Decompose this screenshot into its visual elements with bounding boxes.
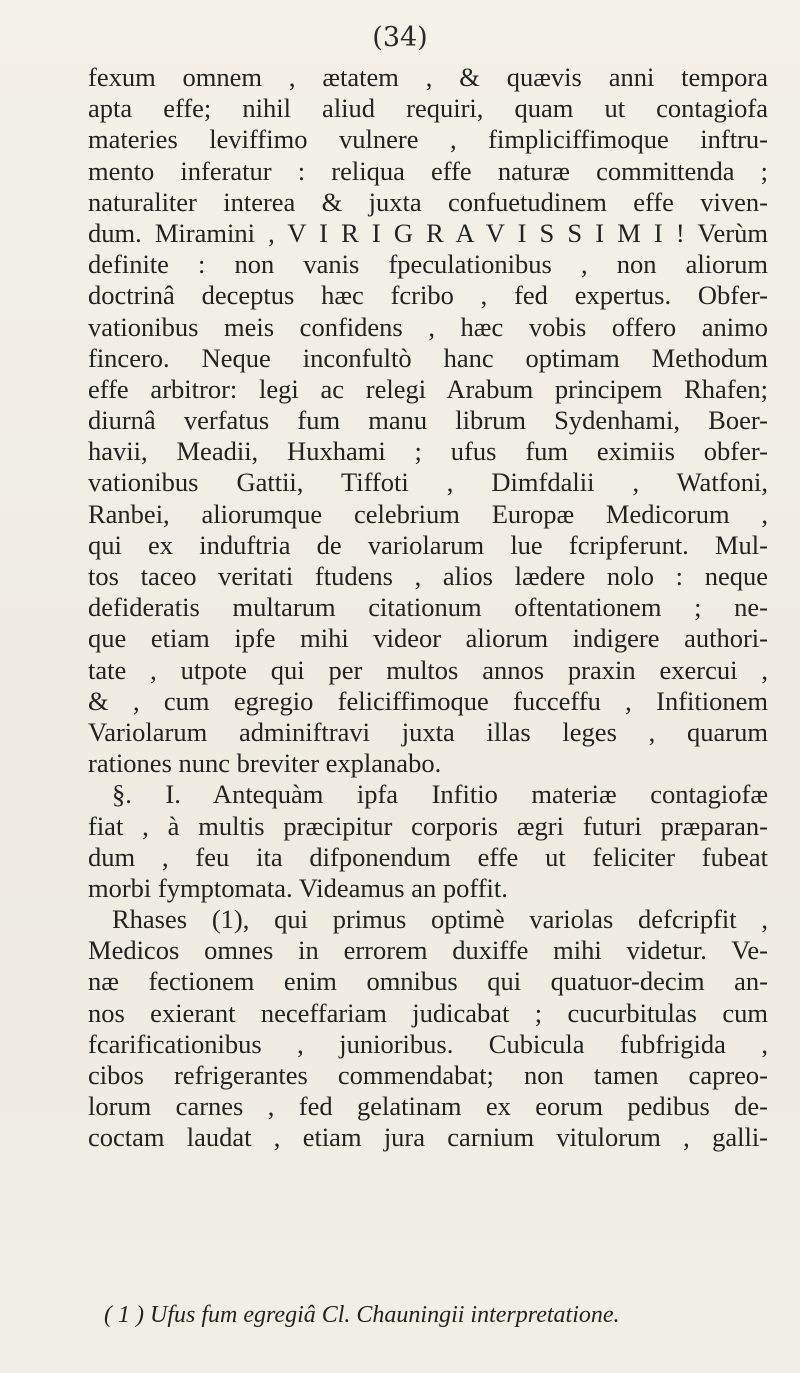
text-line: defideratis multarum citationum oftentationem ; ne- [88, 592, 768, 623]
text-line: fincero. Neque inconfultò hanc optimam Methodum [88, 342, 768, 373]
text-line: coctam laudat , etiam jura carnium vitulorum , galli- [88, 1122, 768, 1153]
text-line: dum. Miramini , V I R I G R A V I S S I M I ! Verùm [88, 217, 768, 248]
text-line: fcarificationibus , junioribus. Cubicula fubfrigida , [88, 1028, 768, 1059]
text-line: materies leviffimo vulnere , fimpliciffimoque inftru- [88, 124, 768, 155]
text-line: fexum omnem , ætatem , & quævis anni tempora [88, 62, 768, 92]
text-line: naturaliter interea & juxta confuetudinem effe viven- [88, 186, 768, 217]
text-line: qui ex induftria de variolarum lue fcripferunt. Mul- [88, 529, 768, 560]
text-line: rationes nunc breviter explanabo. [88, 748, 442, 779]
footnote: ( 1 ) Ufus fum egregiâ Cl. Chauningii interpretatione. [104, 1302, 620, 1328]
text-line: effe arbitror: legi ac relegi Arabum principem Rhafen; [88, 373, 768, 404]
text-line: fiat , à multis præcipitur corporis ægri futuri præparan- [88, 810, 768, 841]
paragraph-start-line: Rhases (1), qui primus optimè variolas defcripfit , [112, 904, 768, 935]
text-line: vationibus Gattii, Tiffoti , Dimfdalii , Watfoni, [88, 467, 768, 498]
text-line: definite : non vanis fpeculationibus , non aliorum [88, 249, 768, 280]
text-line: tos taceo veritati ftudens , alios lædere nolo : neque [88, 561, 768, 591]
section-heading-line: §. I. Antequàm ipfa Infitio materiæ contagiofæ [112, 779, 768, 810]
text-line: Variolarum adminiftravi juxta illas leges , quarum [88, 716, 768, 747]
text-line: & , cum egregio feliciffimoque fucceffu , Infitionem [88, 685, 768, 716]
text-line: dum , feu ita difponendum effe ut feliciter fubeat [88, 841, 768, 872]
text-line: cibos refrigerantes commendabat; non tamen capreo- [88, 1060, 768, 1090]
text-line: vationibus meis confidens , hæc vobis offero animo [88, 311, 768, 342]
text-line: doctrinâ deceptus hæc fcribo , fed expertus. Obfer- [88, 280, 768, 311]
body-text [88, 62, 768, 1154]
text-line: apta effe; nihil aliud requiri, quam ut contagiofa [88, 93, 768, 124]
text-line: diurnâ verfatus fum manu librum Sydenhami, Boer- [88, 405, 768, 436]
text-line: havii, Meadii, Huxhami ; ufus fum eximiis obfer- [88, 436, 768, 467]
text-line: mento inferatur : reliqua effe naturæ committenda ; [88, 155, 768, 186]
text-line: morbi fymptomata. Videamus an poffit. [88, 872, 508, 903]
text-line: Ranbei, aliorumque celebrium Europæ Medicorum , [88, 498, 768, 529]
text-line: lorum carnes , fed gelatinam ex eorum pedibus de- [88, 1091, 768, 1122]
text-line: tate , utpote qui per multos annos praxin exercui , [88, 654, 768, 685]
page-number: (34) [372, 22, 428, 53]
text-line: que etiam ipfe mihi videor aliorum indigere authori- [88, 623, 768, 654]
text-line: næ fectionem enim omnibus qui quatuor-decim an- [88, 966, 768, 997]
text-line: nos exierant neceffariam judicabat ; cucurbitulas cum [88, 997, 768, 1028]
text-line: Medicos omnes in errorem duxiffe mihi videtur. Ve- [88, 935, 768, 966]
